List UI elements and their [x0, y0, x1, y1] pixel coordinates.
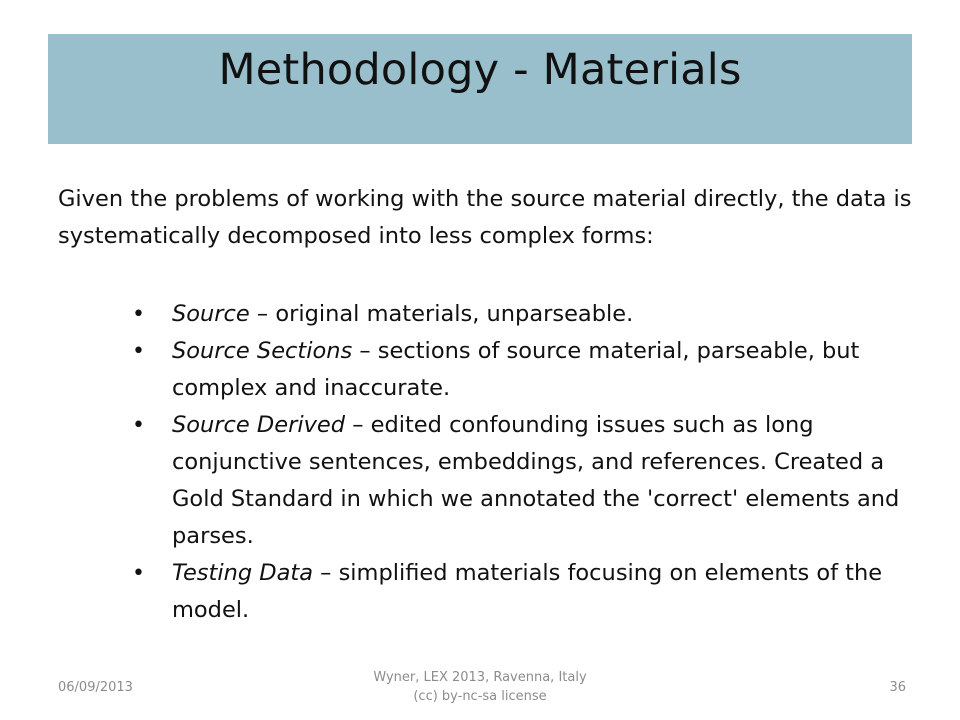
bullet-text: – original materials, unparseable. [249, 301, 634, 327]
title-band [48, 34, 912, 144]
bullet-term: Source Sections [172, 338, 353, 364]
bullet-item-source-derived [132, 407, 922, 555]
footer-center-line2: (cc) by-nc-sa license [413, 689, 547, 704]
footer-center [330, 668, 630, 706]
bullet-list [132, 296, 922, 629]
bullet-icon: • [132, 413, 145, 438]
bullet-item-testing-data [132, 555, 922, 629]
bullet-text: – simplified materials focusing on elements of the model. [172, 560, 883, 623]
bullet-icon: • [132, 561, 145, 586]
bullet-icon: • [132, 339, 145, 364]
footer-date: 06/09/2013 [58, 680, 133, 695]
intro-paragraph: Given the problems of working with the source material directly, the data is systematically decomposed into less complex forms: [58, 186, 912, 249]
bullet-term: Source [172, 301, 250, 327]
bullet-text: – edited confounding issues such as long conjunctive sentences, embeddings, and references. Created a Gold Standard in which we annotated the 'correct' elements and parses. [172, 412, 900, 549]
bullet-text: – sections of source material, parseable, but complex and inaccurate. [172, 338, 860, 401]
slide-title: Methodology - Materials [218, 45, 742, 95]
bullet-item-source [132, 296, 922, 333]
footer-page-number: 36 [889, 680, 906, 695]
bullet-icon: • [132, 302, 145, 327]
footer-center-line1: Wyner, LEX 2013, Ravenna, Italy [373, 670, 587, 685]
bullet-term: Source Derived [172, 412, 346, 438]
bullet-item-source-sections [132, 333, 922, 407]
bullet-term: Testing Data [172, 560, 314, 586]
